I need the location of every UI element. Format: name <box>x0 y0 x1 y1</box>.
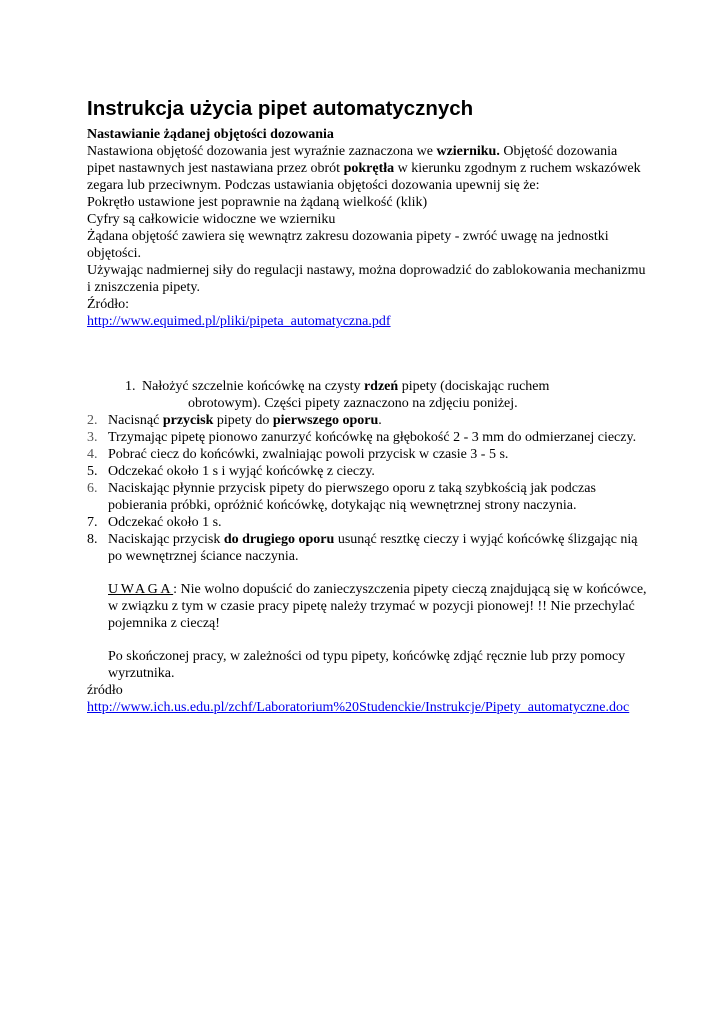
text-run: . <box>378 413 382 428</box>
step-number: 4. <box>87 447 98 462</box>
step-text: Odczekać około 1 s i wyjąć końcówkę z cieczy. <box>108 464 375 479</box>
text-run: pipety (dociskając ruchem <box>398 379 550 394</box>
step-number: 7. <box>87 515 98 530</box>
bold-pierwszy-opor: pierwszego oporu <box>272 413 379 428</box>
bold-wziernik: wzierniku. <box>436 144 500 159</box>
step-text: Trzymając pipetę pionowo zanurzyć końcówkę na głębokość 2 - 3 mm do odmierzanej cieczy. <box>108 430 637 445</box>
check-line-3: Żądana objętość zawiera się wewnątrz zakresu dozowania pipety - zwróć uwagę na jednostki objętości. <box>87 229 609 261</box>
step-number: 1. <box>125 379 136 394</box>
text-run: Naciskając przycisk <box>108 532 224 547</box>
step-8 <box>87 531 647 565</box>
step-1 <box>87 378 647 412</box>
step-4 <box>87 446 647 463</box>
bold-rdzen: rdzeń <box>363 379 399 394</box>
warning-force-line: Używając nadmiernej siły do regulacji nastawy, można doprowadzić do zablokowania mechanizmu i zniszczenia pipety. <box>87 263 646 295</box>
source-link-paragraph <box>87 313 647 330</box>
source-link-2[interactable]: http://www.ich.us.edu.pl/zchf/Laboratorium%20Studenckie/Instrukcje/Pipety_automatyczne.doc <box>87 700 630 715</box>
step-number: 3. <box>87 430 98 445</box>
warning-note <box>87 581 647 632</box>
text-run: usunąć resztkę cieczy i wyjąć końcówkę ślizgając nią po wewnętrznej ściance naczynia. <box>108 532 638 564</box>
section-heading: Nastawianie żądanej objętości dozowania <box>87 127 334 142</box>
text-run: Nałożyć szczelnie końcówkę na czysty <box>142 379 364 394</box>
text-run: Nacisnąć <box>108 413 163 428</box>
step-number: 6. <box>87 481 98 496</box>
step-3 <box>87 429 647 446</box>
text-run: w kierunku zgodnym z ruchem wskazówek zegara lub przeciwnym. Podczas ustawiania objętości dozowania upewnij się że: <box>87 161 641 193</box>
step-number: 5. <box>87 464 98 479</box>
spacer <box>87 330 647 378</box>
step-7 <box>87 514 647 531</box>
warning-label: UWAGA <box>108 582 174 597</box>
step-text: Naciskając płynnie przycisk pipety do pierwszego oporu z taką szybkością jak podczas pobierania próbki, opróżnić końcówkę, dotykając nią wewnętrznej strony naczynia. <box>108 481 596 513</box>
check-line-1: Pokrętło ustawione jest poprawnie na żądaną wielkość (klik) <box>87 195 428 210</box>
step-number: 8. <box>87 532 98 547</box>
spacer <box>87 565 647 581</box>
text-run: Nastawiona objętość dozowania jest wyraźnie zaznaczona we <box>87 144 437 159</box>
warning-text: : Nie wolno dopuścić do zanieczyszczenia pipety cieczą znajdującą się w końcówce, w związku z tym w czasie pracy pipetę należy trzymać w pozycji pionowej! !! Nie przechylać pojemnika z cieczą! <box>108 582 647 631</box>
bold-drugi-opor: do drugiego oporu <box>223 532 335 547</box>
page-title: Instrukcja użycia pipet automatycznych <box>87 97 474 120</box>
check-line-2: Cyfry są całkowicie widoczne we wzierniku <box>87 212 336 227</box>
bold-pokretlo: pokrętła <box>343 161 395 176</box>
text-run: Objętość dozowania pipet nastawnych jest nastawiana przez obrót <box>87 144 618 176</box>
step-2 <box>87 412 647 429</box>
spacer <box>87 632 647 648</box>
intro-paragraph <box>87 143 647 194</box>
after-work-note: Po skończonej pracy, w zależności od typu pipety, końcówkę zdjąć ręcznie lub przy pomocy wyrzutnika. <box>108 649 626 681</box>
step-1-continuation: obrotowym). Części pipety zaznaczono na zdjęciu poniżej. <box>188 396 518 411</box>
step-number: 2. <box>87 413 98 428</box>
step-text: Odczekać około 1 s. <box>108 515 222 530</box>
step-6 <box>87 480 647 514</box>
bold-przycisk: przycisk <box>162 413 214 428</box>
source-link-1[interactable]: http://www.equimed.pl/pliki/pipeta_automatyczna.pdf <box>87 314 391 329</box>
source2-label: źródło <box>87 683 123 698</box>
step-5 <box>87 463 647 480</box>
text-run: pipety do <box>213 413 273 428</box>
source-label: Źródło: <box>87 297 129 312</box>
step-text: Pobrać ciecz do końcówki, zwalniając powoli przycisk w czasie 3 - 5 s. <box>108 447 509 462</box>
source2-link-paragraph <box>87 699 647 716</box>
document-page <box>87 96 647 716</box>
